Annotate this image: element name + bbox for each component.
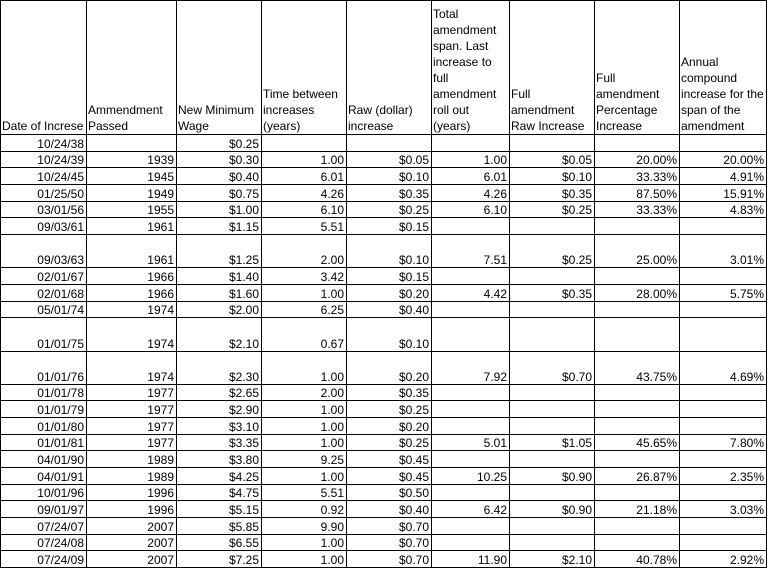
header-total-span[interactable]: Total amendment span. Last increase to full amendment roll out (years) — [432, 1, 510, 135]
total-span-cell[interactable] — [432, 484, 510, 501]
header-full-percentage[interactable]: Full amendment Percentage Increase — [595, 1, 680, 135]
full-percentage-cell[interactable] — [595, 318, 680, 351]
new-wage-cell[interactable]: $0.40 — [177, 168, 262, 185]
date-cell[interactable]: 07/24/08 — [1, 534, 87, 551]
full-raw-cell[interactable] — [510, 384, 595, 401]
raw-increase-cell[interactable]: $0.70 — [347, 534, 432, 551]
total-span-cell[interactable]: 6.10 — [432, 201, 510, 218]
new-wage-cell[interactable]: $4.25 — [177, 468, 262, 485]
date-cell[interactable]: 10/24/39 — [1, 151, 87, 168]
new-wage-cell[interactable]: $3.10 — [177, 418, 262, 435]
amendment-cell[interactable]: 1966 — [87, 284, 177, 301]
raw-increase-cell[interactable]: $0.70 — [347, 517, 432, 534]
total-span-cell[interactable] — [432, 135, 510, 152]
date-cell[interactable]: 10/24/45 — [1, 168, 87, 185]
full-raw-cell[interactable]: $0.05 — [510, 151, 595, 168]
total-span-cell[interactable] — [432, 318, 510, 351]
raw-increase-cell[interactable]: $0.45 — [347, 468, 432, 485]
table-row — [1, 517, 767, 534]
header-amendment[interactable]: Ammendment Passed — [87, 1, 177, 135]
table-row — [1, 301, 767, 318]
raw-increase-cell[interactable]: $0.15 — [347, 268, 432, 285]
table-row — [1, 268, 767, 285]
table-row — [1, 351, 767, 384]
full-raw-cell[interactable]: $0.35 — [510, 284, 595, 301]
amendment-cell[interactable]: 1939 — [87, 151, 177, 168]
table-row — [1, 151, 767, 168]
date-cell[interactable]: 05/01/74 — [1, 301, 87, 318]
full-raw-cell[interactable] — [510, 418, 595, 435]
amendment-cell[interactable]: 1945 — [87, 168, 177, 185]
new-wage-cell[interactable]: $2.10 — [177, 318, 262, 351]
table-row — [1, 434, 767, 451]
full-raw-cell[interactable] — [510, 484, 595, 501]
full-raw-cell[interactable]: $0.10 — [510, 168, 595, 185]
table-body — [1, 1, 767, 568]
amendment-cell[interactable]: 1977 — [87, 401, 177, 418]
full-raw-cell[interactable]: $1.05 — [510, 434, 595, 451]
new-wage-cell[interactable]: $1.25 — [177, 235, 262, 268]
full-percentage-cell[interactable]: 26.87% — [595, 468, 680, 485]
time-between-cell[interactable]: 1.00 — [262, 401, 347, 418]
full-percentage-cell[interactable] — [595, 268, 680, 285]
full-percentage-cell[interactable] — [595, 451, 680, 468]
new-wage-cell[interactable]: $1.40 — [177, 268, 262, 285]
full-percentage-cell[interactable] — [595, 484, 680, 501]
amendment-cell[interactable]: 1989 — [87, 468, 177, 485]
header-date[interactable]: Date of Increse — [1, 1, 87, 135]
new-wage-cell[interactable]: $1.15 — [177, 218, 262, 235]
annual-compound-cell[interactable]: 4.83% — [680, 201, 767, 218]
header-new-wage[interactable]: New Minimum Wage — [177, 1, 262, 135]
raw-increase-cell[interactable]: $0.50 — [347, 484, 432, 501]
time-between-cell[interactable]: 4.26 — [262, 185, 347, 202]
annual-compound-cell[interactable] — [680, 534, 767, 551]
annual-compound-cell[interactable] — [680, 218, 767, 235]
date-cell[interactable]: 04/01/90 — [1, 451, 87, 468]
date-cell[interactable]: 07/24/09 — [1, 551, 87, 568]
raw-increase-cell[interactable]: $0.20 — [347, 351, 432, 384]
full-raw-cell[interactable]: $0.70 — [510, 351, 595, 384]
time-between-cell[interactable]: 9.90 — [262, 517, 347, 534]
annual-compound-cell[interactable] — [680, 318, 767, 351]
total-span-cell[interactable]: 4.42 — [432, 284, 510, 301]
amendment-cell[interactable]: 1949 — [87, 185, 177, 202]
annual-compound-cell[interactable]: 7.80% — [680, 434, 767, 451]
full-percentage-cell[interactable] — [595, 301, 680, 318]
new-wage-cell[interactable]: $2.90 — [177, 401, 262, 418]
full-raw-cell[interactable] — [510, 218, 595, 235]
total-span-cell[interactable] — [432, 517, 510, 534]
raw-increase-cell[interactable]: $0.15 — [347, 218, 432, 235]
total-span-cell[interactable]: 10.25 — [432, 468, 510, 485]
table-row — [1, 235, 767, 268]
annual-compound-cell[interactable] — [680, 517, 767, 534]
total-span-cell[interactable]: 7.92 — [432, 351, 510, 384]
full-percentage-cell[interactable]: 33.33% — [595, 201, 680, 218]
time-between-cell[interactable]: 6.10 — [262, 201, 347, 218]
table-row — [1, 384, 767, 401]
annual-compound-cell[interactable]: 5.75% — [680, 284, 767, 301]
full-raw-cell[interactable]: $0.25 — [510, 201, 595, 218]
header-time-between[interactable]: Time between increases (years) — [262, 1, 347, 135]
time-between-cell[interactable]: 1.00 — [262, 551, 347, 568]
annual-compound-cell[interactable] — [680, 384, 767, 401]
new-wage-cell[interactable]: $5.85 — [177, 517, 262, 534]
new-wage-cell[interactable]: $5.15 — [177, 501, 262, 518]
full-raw-cell[interactable] — [510, 301, 595, 318]
new-wage-cell[interactable]: $2.30 — [177, 351, 262, 384]
full-raw-cell[interactable] — [510, 451, 595, 468]
date-cell[interactable]: 09/03/61 — [1, 218, 87, 235]
date-cell[interactable]: 01/25/50 — [1, 185, 87, 202]
time-between-cell[interactable]: 0.67 — [262, 318, 347, 351]
table-row — [1, 168, 767, 185]
full-raw-cell[interactable] — [510, 534, 595, 551]
date-cell[interactable]: 01/01/76 — [1, 351, 87, 384]
full-raw-cell[interactable]: $0.90 — [510, 501, 595, 518]
annual-compound-cell[interactable]: 2.35% — [680, 468, 767, 485]
table-row — [1, 135, 767, 152]
date-cell[interactable]: 04/01/91 — [1, 468, 87, 485]
annual-compound-cell[interactable] — [680, 451, 767, 468]
amendment-cell[interactable]: 1974 — [87, 301, 177, 318]
annual-compound-cell[interactable] — [680, 135, 767, 152]
full-percentage-cell[interactable]: 21.18% — [595, 501, 680, 518]
table-row — [1, 468, 767, 485]
full-raw-cell[interactable]: $0.35 — [510, 185, 595, 202]
raw-increase-cell[interactable] — [347, 135, 432, 152]
amendment-cell[interactable]: 1974 — [87, 318, 177, 351]
amendment-cell[interactable]: 1961 — [87, 235, 177, 268]
annual-compound-cell[interactable]: 2.92% — [680, 551, 767, 568]
new-wage-cell[interactable]: $6.55 — [177, 534, 262, 551]
full-percentage-cell[interactable]: 45.65% — [595, 434, 680, 451]
new-wage-cell[interactable]: $7.25 — [177, 551, 262, 568]
amendment-cell[interactable]: 2007 — [87, 517, 177, 534]
annual-compound-cell[interactable]: 3.03% — [680, 501, 767, 518]
total-span-cell[interactable] — [432, 268, 510, 285]
table-row — [1, 501, 767, 518]
time-between-cell[interactable]: 1.00 — [262, 284, 347, 301]
raw-increase-cell[interactable]: $0.70 — [347, 551, 432, 568]
annual-compound-cell[interactable]: 3.01% — [680, 235, 767, 268]
time-between-cell[interactable]: 5.51 — [262, 484, 347, 501]
full-raw-cell[interactable] — [510, 318, 595, 351]
raw-increase-cell[interactable]: $0.40 — [347, 301, 432, 318]
date-cell[interactable]: 03/01/56 — [1, 201, 87, 218]
raw-increase-cell[interactable]: $0.45 — [347, 451, 432, 468]
total-span-cell[interactable]: 4.26 — [432, 185, 510, 202]
raw-increase-cell[interactable]: $0.10 — [347, 168, 432, 185]
annual-compound-cell[interactable] — [680, 484, 767, 501]
time-between-cell[interactable]: 9.25 — [262, 451, 347, 468]
raw-increase-cell[interactable]: $0.35 — [347, 384, 432, 401]
time-between-cell[interactable]: 1.00 — [262, 434, 347, 451]
full-percentage-cell[interactable] — [595, 218, 680, 235]
raw-increase-cell[interactable]: $0.20 — [347, 418, 432, 435]
raw-increase-cell[interactable]: $0.25 — [347, 201, 432, 218]
date-cell[interactable]: 07/24/07 — [1, 517, 87, 534]
full-percentage-cell[interactable]: 87.50% — [595, 185, 680, 202]
full-raw-cell[interactable]: $2.10 — [510, 551, 595, 568]
table-row — [1, 484, 767, 501]
annual-compound-cell[interactable] — [680, 268, 767, 285]
new-wage-cell[interactable]: $2.00 — [177, 301, 262, 318]
new-wage-cell[interactable]: $3.35 — [177, 434, 262, 451]
total-span-cell[interactable] — [432, 451, 510, 468]
table-row — [1, 201, 767, 218]
raw-increase-cell[interactable]: $0.10 — [347, 318, 432, 351]
time-between-cell[interactable]: 1.00 — [262, 351, 347, 384]
full-raw-cell[interactable]: $0.25 — [510, 235, 595, 268]
amendment-cell[interactable]: 2007 — [87, 534, 177, 551]
table-row — [1, 401, 767, 418]
time-between-cell[interactable]: 1.00 — [262, 151, 347, 168]
time-between-cell[interactable]: 3.42 — [262, 268, 347, 285]
total-span-cell[interactable] — [432, 301, 510, 318]
time-between-cell[interactable]: 2.00 — [262, 235, 347, 268]
new-wage-cell[interactable]: $2.65 — [177, 384, 262, 401]
date-cell[interactable]: 02/01/67 — [1, 268, 87, 285]
raw-increase-cell[interactable]: $0.35 — [347, 185, 432, 202]
full-percentage-cell[interactable]: 40.78% — [595, 551, 680, 568]
total-span-cell[interactable] — [432, 401, 510, 418]
time-between-cell[interactable]: 5.51 — [262, 218, 347, 235]
raw-increase-cell[interactable]: $0.25 — [347, 401, 432, 418]
time-between-cell[interactable]: 6.25 — [262, 301, 347, 318]
annual-compound-cell[interactable]: 20.00% — [680, 151, 767, 168]
raw-increase-cell[interactable]: $0.25 — [347, 434, 432, 451]
date-cell[interactable]: 01/01/80 — [1, 418, 87, 435]
amendment-cell[interactable]: 1977 — [87, 384, 177, 401]
time-between-cell[interactable]: 6.01 — [262, 168, 347, 185]
time-between-cell[interactable] — [262, 135, 347, 152]
total-span-cell[interactable]: 6.42 — [432, 501, 510, 518]
amendment-cell[interactable] — [87, 135, 177, 152]
amendment-cell[interactable]: 1961 — [87, 218, 177, 235]
full-percentage-cell[interactable] — [595, 384, 680, 401]
header-row — [1, 1, 767, 135]
date-cell[interactable]: 09/01/97 — [1, 501, 87, 518]
header-full-raw[interactable]: Full amendment Raw Increase — [510, 1, 595, 135]
amendment-cell[interactable]: 1974 — [87, 351, 177, 384]
new-wage-cell[interactable]: $0.75 — [177, 185, 262, 202]
amendment-cell[interactable]: 1955 — [87, 201, 177, 218]
annual-compound-cell[interactable]: 4.91% — [680, 168, 767, 185]
total-span-cell[interactable]: 7.51 — [432, 235, 510, 268]
header-raw-increase[interactable]: Raw (dollar) increase — [347, 1, 432, 135]
total-span-cell[interactable]: 11.90 — [432, 551, 510, 568]
amendment-cell[interactable]: 2007 — [87, 551, 177, 568]
full-percentage-cell[interactable]: 20.00% — [595, 151, 680, 168]
total-span-cell[interactable]: 5.01 — [432, 434, 510, 451]
table-row — [1, 451, 767, 468]
amendment-cell[interactable]: 1996 — [87, 501, 177, 518]
amendment-cell[interactable]: 1977 — [87, 434, 177, 451]
annual-compound-cell[interactable] — [680, 401, 767, 418]
full-percentage-cell[interactable]: 25.00% — [595, 235, 680, 268]
date-cell[interactable]: 02/01/68 — [1, 284, 87, 301]
raw-increase-cell[interactable]: $0.40 — [347, 501, 432, 518]
header-annual-compound[interactable]: Annual compound increase for the span of the amendment — [680, 1, 767, 135]
new-wage-cell[interactable]: $0.25 — [177, 135, 262, 152]
annual-compound-cell[interactable] — [680, 418, 767, 435]
new-wage-cell[interactable]: $1.60 — [177, 284, 262, 301]
time-between-cell[interactable]: 1.00 — [262, 468, 347, 485]
full-percentage-cell[interactable] — [595, 135, 680, 152]
amendment-cell[interactable]: 1996 — [87, 484, 177, 501]
time-between-cell[interactable]: 1.00 — [262, 534, 347, 551]
amendment-cell[interactable]: 1989 — [87, 451, 177, 468]
annual-compound-cell[interactable]: 4.69% — [680, 351, 767, 384]
table-row — [1, 551, 767, 568]
date-cell[interactable]: 01/01/78 — [1, 384, 87, 401]
table-row — [1, 185, 767, 202]
raw-increase-cell[interactable]: $0.05 — [347, 151, 432, 168]
full-raw-cell[interactable] — [510, 517, 595, 534]
full-percentage-cell[interactable] — [595, 534, 680, 551]
table-row — [1, 218, 767, 235]
time-between-cell[interactable]: 1.00 — [262, 418, 347, 435]
total-span-cell[interactable]: 1.00 — [432, 151, 510, 168]
new-wage-cell[interactable]: $0.30 — [177, 151, 262, 168]
full-percentage-cell[interactable] — [595, 517, 680, 534]
date-cell[interactable]: 01/01/75 — [1, 318, 87, 351]
date-cell[interactable]: 01/01/79 — [1, 401, 87, 418]
date-cell[interactable]: 10/01/96 — [1, 484, 87, 501]
date-cell[interactable]: 01/01/81 — [1, 434, 87, 451]
full-percentage-cell[interactable] — [595, 401, 680, 418]
raw-increase-cell[interactable]: $0.20 — [347, 284, 432, 301]
amendment-cell[interactable]: 1966 — [87, 268, 177, 285]
table-row — [1, 284, 767, 301]
full-percentage-cell[interactable] — [595, 418, 680, 435]
total-span-cell[interactable]: 6.01 — [432, 168, 510, 185]
annual-compound-cell[interactable] — [680, 301, 767, 318]
time-between-cell[interactable]: 0.92 — [262, 501, 347, 518]
full-raw-cell[interactable]: $0.90 — [510, 468, 595, 485]
table-row — [1, 318, 767, 351]
date-cell[interactable]: 09/03/63 — [1, 235, 87, 268]
time-between-cell[interactable]: 2.00 — [262, 384, 347, 401]
total-span-cell[interactable] — [432, 418, 510, 435]
full-raw-cell[interactable] — [510, 401, 595, 418]
full-raw-cell[interactable] — [510, 135, 595, 152]
total-span-cell[interactable] — [432, 534, 510, 551]
annual-compound-cell[interactable]: 15.91% — [680, 185, 767, 202]
amendment-cell[interactable]: 1977 — [87, 418, 177, 435]
raw-increase-cell[interactable]: $0.10 — [347, 235, 432, 268]
full-raw-cell[interactable] — [510, 268, 595, 285]
full-percentage-cell[interactable]: 43.75% — [595, 351, 680, 384]
date-cell[interactable]: 10/24/38 — [1, 135, 87, 152]
table-row — [1, 534, 767, 551]
new-wage-cell[interactable]: $1.00 — [177, 201, 262, 218]
new-wage-cell[interactable]: $3.80 — [177, 451, 262, 468]
new-wage-cell[interactable]: $4.75 — [177, 484, 262, 501]
total-span-cell[interactable] — [432, 218, 510, 235]
full-percentage-cell[interactable]: 33.33% — [595, 168, 680, 185]
total-span-cell[interactable] — [432, 384, 510, 401]
full-percentage-cell[interactable]: 28.00% — [595, 284, 680, 301]
table-row — [1, 418, 767, 435]
